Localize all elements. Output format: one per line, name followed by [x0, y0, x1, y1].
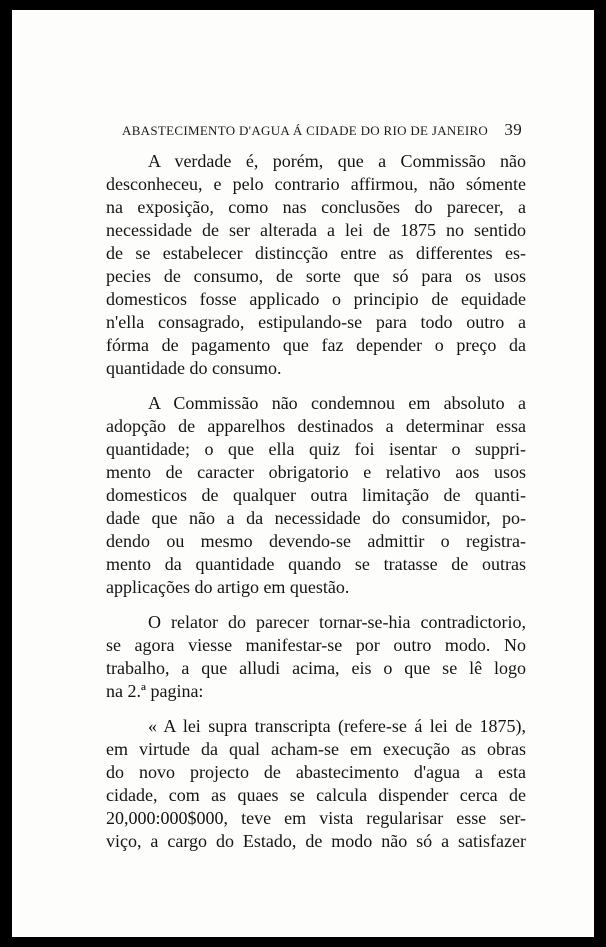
body-text [106, 150, 526, 865]
text-line: se agora viesse manifestar-se por outro modo. No [106, 635, 526, 655]
text-line: domesticos fosse applicado o principio de equidade [106, 289, 526, 309]
text-line: O relator do parecer tornar-se-hia contradictorio, [148, 612, 526, 632]
text-line: viço, a cargo do Estado, de modo não só a satisfazer [106, 831, 526, 851]
text-line: dade que não a da necessidade do consumidor, po- [106, 508, 526, 528]
running-header [122, 120, 522, 140]
book-page [12, 10, 594, 937]
text-line: na exposição, como nas conclusões do parecer, a [106, 197, 526, 217]
paragraph-2 [106, 392, 526, 599]
text-line: quantidade; o que ella quiz foi isentar o suppri- [106, 439, 526, 459]
text-line: n'ella consagrado, estipulando-se para todo outro a [106, 312, 526, 332]
text-line: domesticos de qualquer outra limitação de quanti- [106, 485, 526, 505]
text-line: trabalho, a que alludi acima, eis o que se lê logo [106, 658, 526, 678]
text-line: 20,000:000$000, teve em vista regularisar esse ser- [106, 808, 526, 828]
text-line: applicações do artigo em questão. [106, 577, 350, 597]
text-line: necessidade de ser alterada a lei de 1875 no sentido [106, 220, 526, 240]
running-title: ABASTECIMENTO D'AGUA Á CIDADE DO RIO DE JANEIRO [122, 123, 489, 138]
text-line: A Commissão não condemnou em absoluto a [148, 393, 526, 413]
text-line: mento de caracter obrigatorio e relativo aos usos [106, 462, 526, 482]
text-line: do novo projecto de abastecimento d'agua a esta [106, 762, 526, 782]
text-line: desconheceu, e pelo contrario affirmou, não sómente [106, 174, 526, 194]
text-line: fórma de pagamento que faz depender o preço da [106, 335, 526, 355]
text-line: adopção de apparelhos destinados a determinar essa [106, 416, 526, 436]
text-line: em virtude da qual acham-se em execução as obras [106, 739, 526, 759]
page-number: 39 [504, 120, 522, 139]
text-line: mento da quantidade quando se tratasse de outras [106, 554, 526, 574]
text-line: na 2.ª pagina: [106, 681, 204, 701]
text-line: dendo ou mesmo devendo-se admittir o registra- [106, 531, 526, 551]
text-line: A verdade é, porém, que a Commissão não [148, 151, 526, 171]
paragraph-3 [106, 611, 526, 703]
text-line: « A lei supra transcripta (refere-se á lei de 1875), [148, 716, 526, 736]
text-line: quantidade do consumo. [106, 358, 282, 378]
text-line: cidade, com as quaes se calcula dispender cerca de [106, 785, 526, 805]
text-line: pecies de consumo, de sorte que só para os usos [106, 266, 526, 286]
paragraph-4-quotation [106, 715, 526, 853]
text-line: de se estabelecer distincção entre as differentes es- [106, 243, 526, 263]
paragraph-1 [106, 150, 526, 380]
